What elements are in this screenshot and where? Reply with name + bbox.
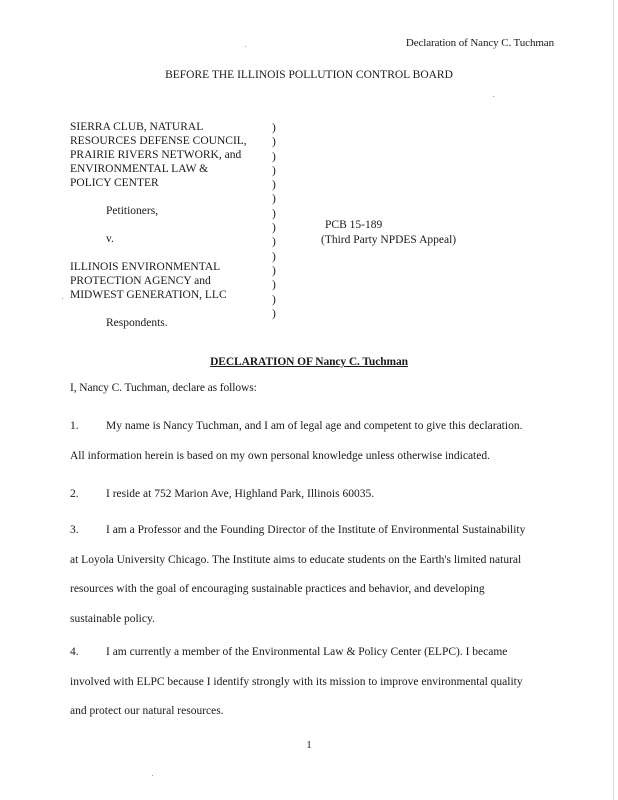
board-title: BEFORE THE ILLINOIS POLLUTION CONTROL BOARD	[165, 69, 453, 81]
caption-paren: )	[272, 279, 276, 292]
petitioner-line: PRAIRIE RIVERS NETWORK, and	[70, 149, 242, 161]
respondents-label: Respondents.	[106, 317, 168, 329]
case-number: PCB 15-189	[325, 219, 383, 231]
caption-paren: )	[272, 122, 276, 134]
paragraph-3	[70, 516, 548, 634]
paragraph-line: sustainable policy.	[70, 612, 155, 625]
petitioners-label: Petitioners,	[106, 205, 159, 217]
caption-paren: )	[272, 236, 276, 249]
petitioner-line: RESOURCES DEFENSE COUNCIL,	[70, 135, 247, 147]
scan-edge-line	[613, 0, 614, 800]
respondent-line: ILLINOIS ENVIRONMENTAL	[70, 261, 221, 273]
paragraph-line: resources with the goal of encouraging sustainable practices and behavior, and developing	[70, 583, 485, 595]
respondent-line: PROTECTION AGENCY and	[70, 275, 211, 287]
caption-parties	[70, 120, 247, 330]
caption-paren: )	[272, 307, 276, 320]
respondent-line: MIDWEST GENERATION, LLC	[70, 289, 227, 301]
caption-paren: )	[272, 222, 276, 235]
caption-paren: )	[272, 293, 276, 306]
case-type: (Third Party NPDES Appeal)	[321, 234, 457, 246]
versus-label: v.	[106, 233, 114, 245]
caption-paren: )	[272, 207, 276, 220]
paragraph-line: and protect our natural resources.	[70, 705, 224, 717]
paragraph-line: My name is Nancy Tuchman, and I am of legal age and competent to give this declaration.	[106, 420, 523, 432]
caption-paren: )	[272, 136, 276, 149]
paragraph-line: I reside at 752 Marion Ave, Highland Park, Illinois 60035.	[106, 488, 375, 500]
scan-speck	[493, 96, 494, 97]
case-info	[321, 218, 456, 248]
paragraph-number: 3.	[70, 524, 79, 536]
paragraph-line: I am a Professor and the Founding Director of the Institute of Environmental Sustainability	[106, 524, 526, 536]
petitioner-line: POLICY CENTER	[70, 177, 159, 189]
caption-paren-column	[272, 121, 276, 321]
scan-speck	[245, 46, 246, 47]
running-header: Declaration of Nancy C. Tuchman	[405, 37, 554, 49]
paragraph-number: 2.	[70, 488, 79, 500]
caption-paren: )	[272, 264, 276, 277]
petitioner-line: SIERRA CLUB, NATURAL	[70, 121, 204, 133]
caption-paren: )	[272, 193, 276, 206]
scan-speck	[152, 775, 153, 776]
paragraph-number: 4.	[70, 646, 79, 658]
caption-paren: )	[272, 164, 276, 177]
paragraph-4	[70, 638, 548, 727]
paragraph-1	[70, 412, 548, 471]
paragraph-line: I am currently a member of the Environmental Law & Policy Center (ELPC). I became	[106, 646, 508, 658]
caption-paren: )	[272, 179, 276, 192]
intro-text: I, Nancy C. Tuchman, declare as follows:	[70, 382, 257, 394]
caption-paren: )	[272, 150, 276, 163]
caption-paren: )	[272, 250, 276, 263]
paragraph-line: involved with ELPC because I identify strongly with its mission to improve environmental quality	[70, 675, 523, 688]
paragraph-line: All information herein is based on my own personal knowledge unless otherwise indicated.	[70, 449, 490, 462]
paragraph-number: 1.	[70, 420, 79, 432]
paragraph-line: at Loyola University Chicago. The Institute aims to educate students on the Earth's limited natural	[70, 553, 522, 566]
page-number: 1	[306, 739, 312, 751]
paragraph-2	[70, 480, 548, 510]
petitioner-line: ENVIRONMENTAL LAW &	[70, 163, 209, 175]
scan-speck	[62, 298, 63, 299]
declaration-title: DECLARATION OF Nancy C. Tuchman	[210, 356, 408, 368]
